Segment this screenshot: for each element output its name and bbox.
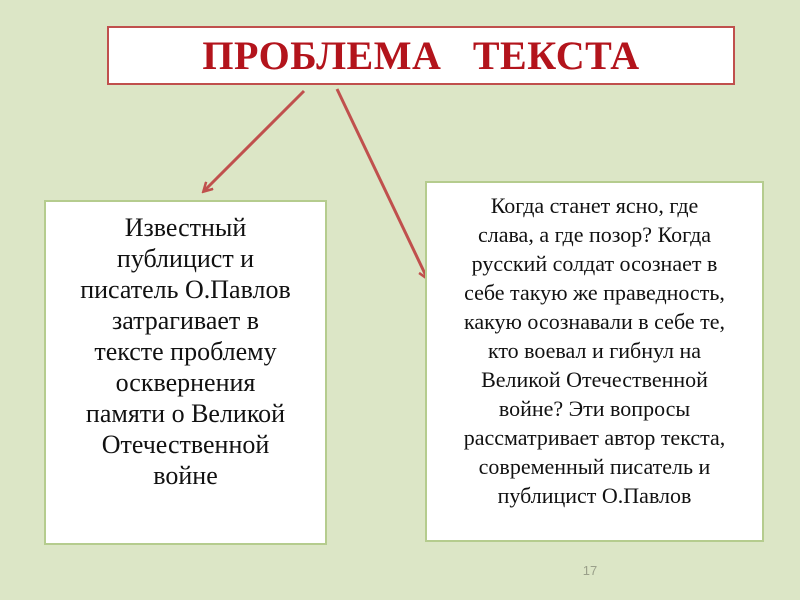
left-box-line: памяти о Великой [85,399,286,428]
right-box-line: себе такую же праведность, [464,280,725,305]
left-box-line: тексте проблему [94,337,277,366]
right-box-line: русский солдат осознает в [471,251,718,276]
right-box-line: войне? Эти вопросы [498,396,691,421]
right-box-line: публицист О.Павлов [497,483,692,508]
left-box-line: войне [153,461,218,490]
right-box-line: Великой Отечественной [481,367,708,392]
right-box-line: слава, а где позор? Когда [477,222,712,247]
arrow-to-right-box [337,89,427,278]
arrow-to-left-box [204,91,304,191]
right-box-line: какую осознавали в себе те, [463,309,725,334]
right-box-line: кто воевал и гибнул на [487,338,702,363]
left-box-line: осквернения [115,368,256,397]
left-box-line: затрагивает в [111,306,260,335]
title-box [107,26,735,85]
page-number: 17 [582,563,598,578]
right-text-box [425,181,764,542]
slide-title: ПРОБЛЕМА ТЕКСТА [202,33,640,78]
right-box-line: современный писатель и [478,454,711,479]
left-box-line: писатель О.Павлов [80,275,291,304]
left-box-line: публицист и [116,244,255,273]
right-box-line: рассматривает автор текста, [463,425,726,450]
right-box-line: Когда станет ясно, где [490,193,699,218]
left-text-box [44,200,327,545]
left-box-line: Отечественной [101,430,270,459]
left-box-line: Известный [124,213,247,242]
